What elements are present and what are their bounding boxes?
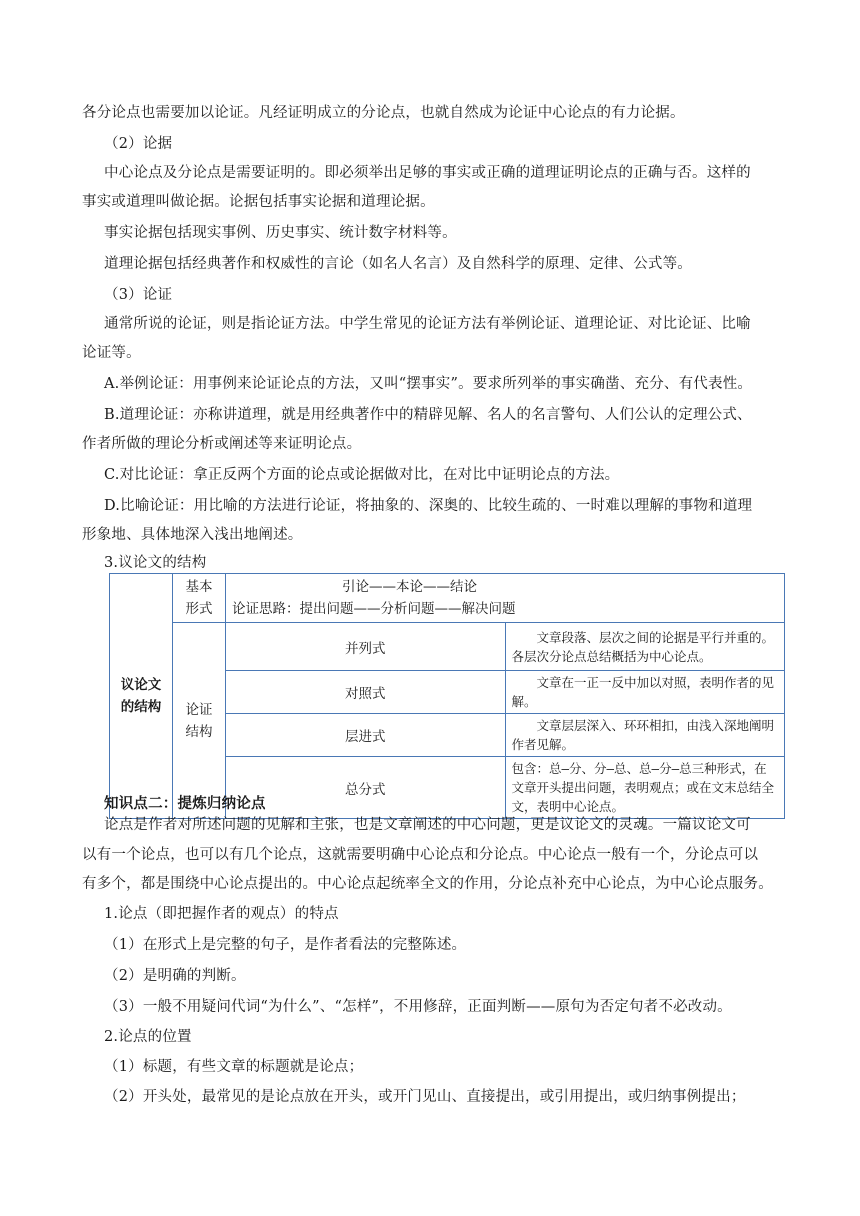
paragraph-line: （3）一般不用疑问代词“为什么”、“怎样”，不用修辞，正面判断——原句为否定句者不必改动。 bbox=[104, 999, 732, 1015]
paragraph-line: （1）在形式上是完整的句子，是作者看法的完整陈述。 bbox=[104, 937, 467, 953]
structure-type-general-specific: 总分式 bbox=[226, 757, 506, 819]
paragraph-line: 1.论点（即把握作者的观点）的特点 bbox=[104, 906, 339, 922]
structure-type-contrast: 对照式 bbox=[226, 671, 506, 714]
basic-form-label bbox=[173, 574, 226, 623]
paragraph-line: 2.论点的位置 bbox=[104, 1029, 192, 1045]
table-main-label bbox=[110, 574, 173, 819]
main-label-line1: 议论文 bbox=[120, 677, 162, 693]
paragraph-line: （2）开头处，最常见的是论点放在开头，或开门见山、直接提出，或引用提出，或归纳事例提出； bbox=[104, 1089, 746, 1105]
paragraph-line: 各分论点也需要加以论证。凡经证明成立的分论点，也就自然成为论证中心论点的有力论据。 bbox=[82, 105, 685, 121]
structure-desc-contrast: 文章在一正一反中加以对照，表明作者的见解。 bbox=[505, 671, 785, 714]
basic-form-line2: 论证思路：提出问题——分析问题——解决问题 bbox=[232, 601, 516, 617]
paragraph-line: 中心论点及分论点是需要证明的。即必须举出足够的事实或正确的道理证明论点的正确与否。这样的 bbox=[104, 165, 751, 181]
paragraph-line: 有多个，都是围绕中心论点提出的。中心论点起统率全文的作用，分论点补充中心论点，为中心论点服务。 bbox=[82, 876, 773, 892]
basic-label-line1: 基本 bbox=[185, 579, 213, 595]
paragraph-line: 道理论据包括经典著作和权威性的言论（如名人名言）及自然科学的原理、定律、公式等。 bbox=[104, 256, 692, 272]
paragraph-line: 形象地、具体地深入浅出地阐述。 bbox=[82, 527, 303, 543]
basic-form-content bbox=[226, 574, 785, 623]
paragraph-line: C.对比论证：拿正反两个方面的论点或论据做对比，在对比中证明论点的方法。 bbox=[104, 467, 620, 483]
paragraph-line: （3）论证 bbox=[104, 287, 173, 303]
structure-type-progressive: 层进式 bbox=[226, 714, 506, 757]
paragraph-line: 事实或道理叫做论据。论据包括事实论据和道理论据。 bbox=[82, 194, 435, 210]
structure-desc-general-specific: 包含：总—分、分—总、总—分—总三种形式，在文章开头提出问题，表明观点；或在文末总结全文，表明中心论点。 bbox=[505, 757, 785, 819]
paragraph-line: 论证等。 bbox=[82, 345, 141, 361]
paragraph-line: A.举例论证：用事例来论证论点的方法，又叫“摆事实”。要求所列举的事实确凿、充分、有代表性。 bbox=[104, 376, 753, 392]
section-heading: 知识点二：提炼归纳论点 bbox=[104, 796, 266, 812]
paragraph-line: 以有一个论点，也可以有几个论点，这就需要明确中心论点和分论点。中心论点一般有一个，分论点可以 bbox=[82, 847, 759, 863]
paragraph-line: 3.议论文的结构 bbox=[104, 555, 207, 571]
paragraph-line: （2）是明确的判断。 bbox=[104, 968, 246, 984]
paragraph-line: （1）标题，有些文章的标题就是论点； bbox=[104, 1059, 364, 1075]
paragraph-line: 通常所说的论证，则是指论证方法。中学生常见的论证方法有举例论证、道理论证、对比论证、比喻 bbox=[104, 316, 751, 332]
paragraph-line: 作者所做的理论分析或阐述等来证明论点。 bbox=[82, 436, 362, 452]
paragraph-line: B.道理论证：亦称讲道理，就是用经典著作中的精辟见解、名人的名言警句、人们公认的定理公式、 bbox=[104, 407, 752, 423]
paragraph-line: 论点是作者对所述问题的见解和主张，也是文章阐述的中心问题，更是议论文的灵魂。一篇议论文可 bbox=[104, 817, 751, 833]
argument-structure-label bbox=[173, 623, 226, 819]
paragraph-line: 事实论据包括现实事例、历史事实、统计数字材料等。 bbox=[104, 225, 457, 241]
structure-desc-parallel: 文章段落、层次之间的论据是平行并重的。各层次分论点总结概括为中心论点。 bbox=[505, 623, 785, 671]
paragraph-line: （2）论据 bbox=[104, 136, 173, 152]
struct-label-line1: 论证 bbox=[185, 701, 213, 718]
basic-label-line2: 形式 bbox=[185, 601, 213, 617]
structure-type-parallel: 并列式 bbox=[226, 623, 506, 671]
paragraph-line: D.比喻论证：用比喻的方法进行论证，将抽象的、深奥的、比较生疏的、一时难以理解的事物和道理 bbox=[104, 498, 753, 514]
structure-desc-progressive: 文章层层深入、环环相扣，由浅入深地阐明作者见解。 bbox=[505, 714, 785, 757]
struct-label-line2: 结构 bbox=[185, 723, 213, 740]
basic-form-line1: 引论——本论——结论 bbox=[342, 579, 477, 595]
main-label-line2: 的结构 bbox=[120, 699, 162, 715]
essay-structure-table bbox=[109, 573, 785, 819]
